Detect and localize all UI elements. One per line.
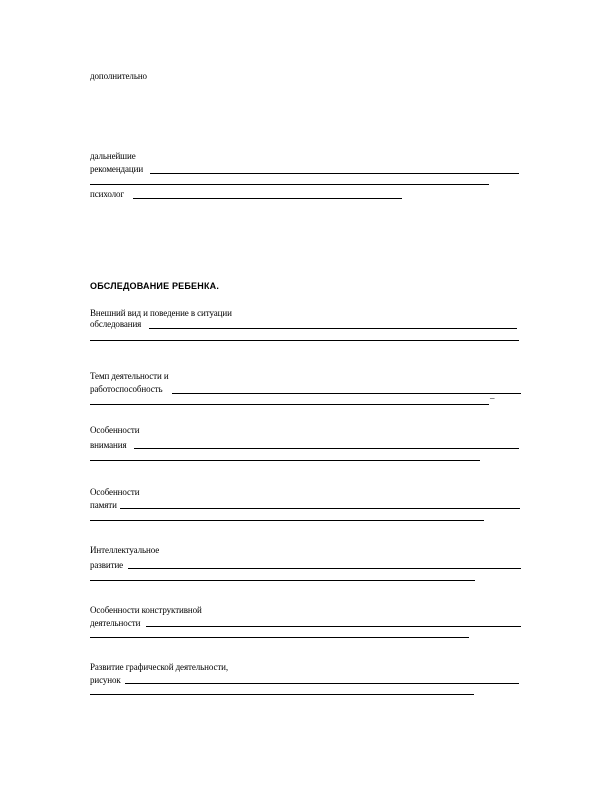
constructive-line-1[interactable] <box>146 626 521 627</box>
constructive-label-2: деятельности <box>90 618 141 628</box>
memory-label-1: Особенности <box>90 487 140 497</box>
memory-line-1[interactable] <box>120 508 520 509</box>
tempo-line-1[interactable] <box>172 393 521 394</box>
attention-label-2: внимания <box>90 440 127 450</box>
recommendations-line-2[interactable] <box>90 184 489 185</box>
appearance-line-2[interactable] <box>90 340 519 341</box>
tempo-label-2: работоспособность <box>90 384 163 394</box>
section-title: ОБСЛЕДОВАНИЕ РЕБЕНКА. <box>90 281 220 291</box>
appearance-label-2: обследования <box>90 319 142 329</box>
memory-label-2: памяти <box>90 500 117 510</box>
constructive-line-2[interactable] <box>90 637 469 638</box>
recommendations-line-1[interactable] <box>150 173 519 174</box>
psychologist-line[interactable] <box>133 198 402 199</box>
further-label: дальнейшие <box>90 151 136 161</box>
intellect-label-1: Интеллектуальное <box>90 545 160 555</box>
recommendations-label: рекомендации <box>90 164 144 174</box>
drawing-line-1[interactable] <box>125 683 519 684</box>
tempo-line-2[interactable] <box>90 404 489 405</box>
appearance-label-1: Внешний вид и поведение в ситуации <box>90 308 232 318</box>
additional-label: дополнительно <box>90 71 147 81</box>
drawing-label-2: рисунок <box>90 675 121 685</box>
drawing-line-2[interactable] <box>90 694 474 695</box>
constructive-label-1: Особенности конструктивной <box>90 605 202 615</box>
drawing-label-1: Развитие графической деятельности, <box>90 662 229 672</box>
attention-line-1[interactable] <box>134 448 519 449</box>
attention-label-1: Особенности <box>90 425 140 435</box>
appearance-line-1[interactable] <box>149 328 517 329</box>
tempo-label-1: Темп деятельности и <box>90 371 169 381</box>
intellect-label-2: развитие <box>90 560 124 570</box>
memory-line-2[interactable] <box>90 520 484 521</box>
intellect-line-2[interactable] <box>90 580 475 581</box>
psychologist-label: психолог <box>90 189 125 199</box>
tempo-trailing-dash: – <box>490 393 495 403</box>
intellect-line-1[interactable] <box>128 568 521 569</box>
attention-line-2[interactable] <box>90 460 480 461</box>
